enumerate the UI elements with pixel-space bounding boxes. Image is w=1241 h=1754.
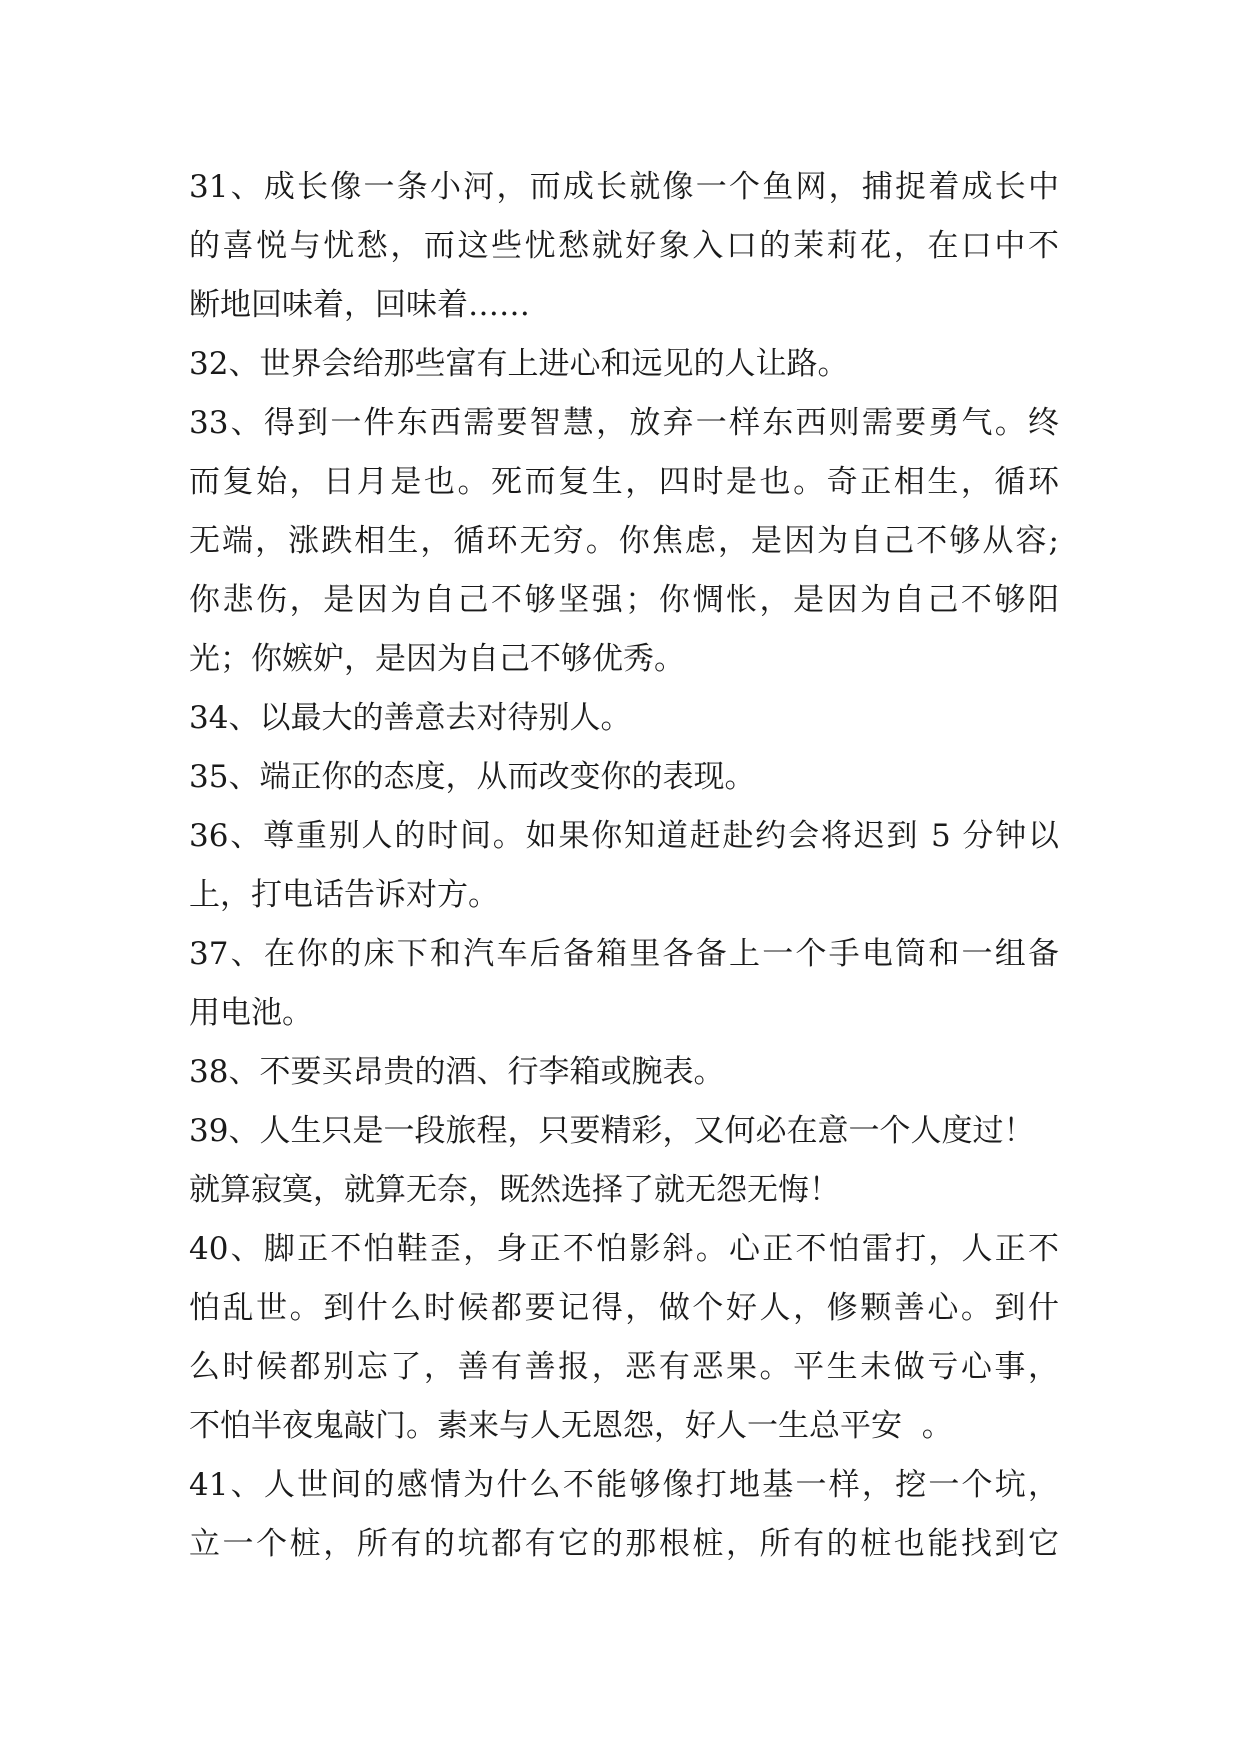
text-line: 么时候都别忘了，善有善报，恶有恶果。平生未做亏心事， <box>189 1349 1059 1385</box>
text-line: 就算寂寞，就算无奈，既然选择了就无怨无悔！ <box>189 1172 840 1208</box>
text-line: 怕乱世。到什么时候都要记得，做个好人，修颗善心。到什 <box>189 1290 1059 1326</box>
text-line: 的喜悦与忧愁，而这些忧愁就好象入口的茉莉花，在口中不 <box>189 228 1059 264</box>
text-line: 立一个桩，所有的坑都有它的那根桩，所有的桩也能找到它 <box>189 1526 1059 1562</box>
text-line: 32、世界会给那些富有上进心和远见的人让路。 <box>189 346 849 382</box>
text-line: 39、人生只是一段旅程，只要精彩，又何必在意一个人度过！ <box>189 1113 1035 1149</box>
text-line: 40、脚正不怕鞋歪，身正不怕影斜。心正不怕雷打，人正不 <box>189 1231 1059 1267</box>
text-line: 无端，涨跌相生，循环无穷。你焦虑，是因为自己不够从容; <box>189 523 1059 559</box>
text-line: 37、在你的床下和汽车后备箱里各备上一个手电筒和一组备 <box>189 936 1059 972</box>
text-line: 你悲伤，是因为自己不够坚强；你惆怅，是因为自己不够阳 <box>189 582 1059 618</box>
text-line: 35、端正你的态度，从而改变你的表现。 <box>189 759 756 795</box>
document-body <box>189 158 1059 1574</box>
text-line: 34、以最大的善意去对待别人。 <box>189 700 632 736</box>
text-line: 光；你嫉妒，是因为自己不够优秀。 <box>189 641 685 677</box>
text-line: 用电池。 <box>189 995 313 1031</box>
text-line: 33、得到一件东西需要智慧，放弃一样东西则需要勇气。终 <box>189 405 1059 441</box>
text-line: 不怕半夜鬼敲门。素来与人无恩怨，好人一生总平安 。 <box>189 1408 953 1444</box>
text-line: 41、人世间的感情为什么不能够像打地基一样，挖一个坑， <box>189 1467 1059 1503</box>
text-line: 而复始，日月是也。死而复生，四时是也。奇正相生，循环 <box>189 464 1059 500</box>
text-line: 36、尊重别人的时间。如果你知道赶赴约会将迟到 5 分钟以 <box>189 818 1059 854</box>
text-line: 38、不要买昂贵的酒、行李箱或腕表。 <box>189 1054 725 1090</box>
text-line: 断地回味着，回味着…… <box>189 287 530 323</box>
text-line: 31、成长像一条小河，而成长就像一个鱼网，捕捉着成长中 <box>189 169 1059 205</box>
text-line: 上，打电话告诉对方。 <box>189 877 499 913</box>
